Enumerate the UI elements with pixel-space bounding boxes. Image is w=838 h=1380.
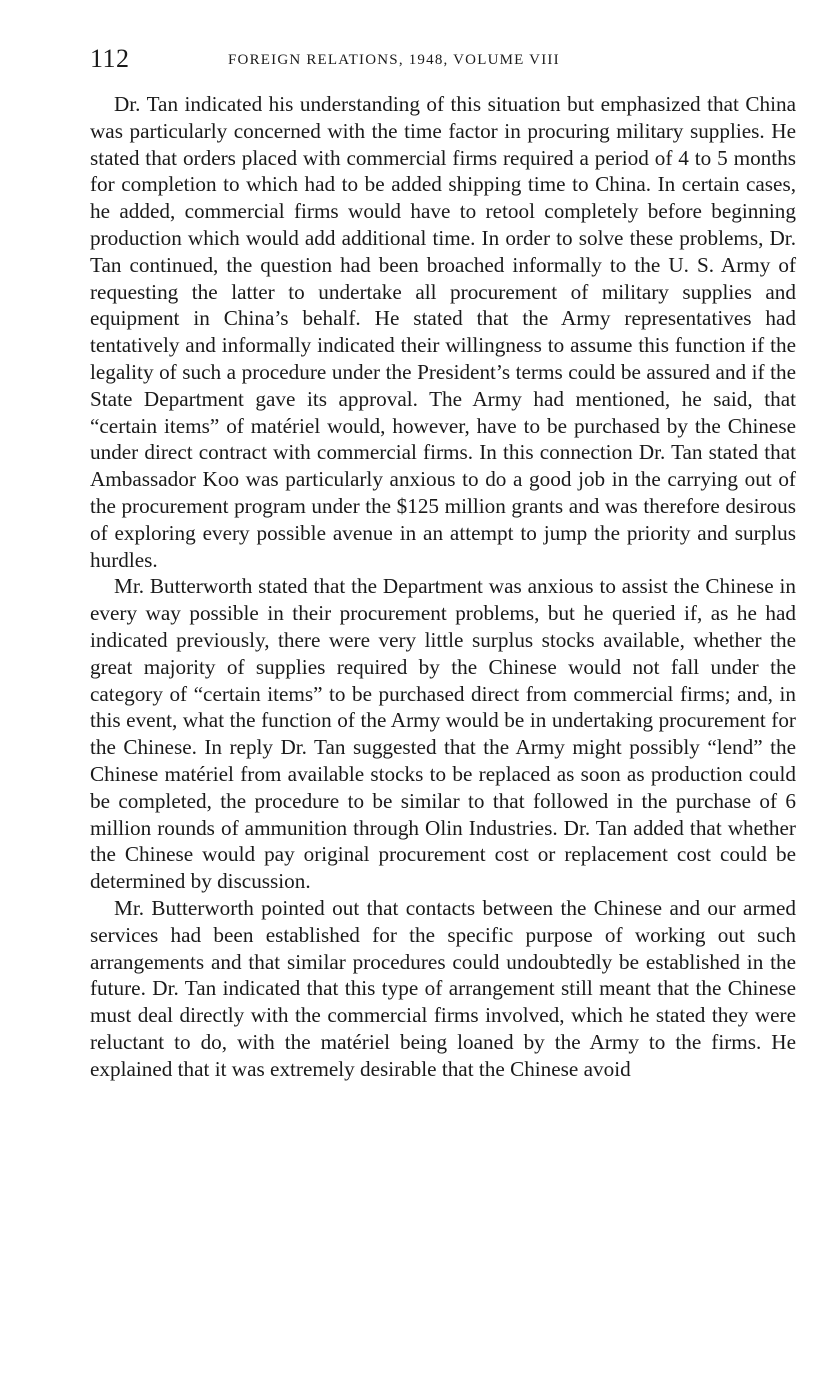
- running-head: [90, 40, 796, 74]
- paragraph-tan-time-factor: Dr. Tan indicated his understanding of this situation but emphasized that China was particularly concerned with the time factor in procuring military supplies. He stated that orders placed with commercial firms required a period of 4 to 5 months for completion to which had to be added shipping time to China. In certain cases, he added, commercial firms would have to retool completely before beginning production which would add additional time. In order to solve these problems, Dr. Tan continued, the question had been broached informally to the U. S. Army of requesting the latter to undertake all procurement of military supplies and equipment in China’s behalf. He stated that the Army representatives had tentatively and informally indicated their willingness to assume this function if the legality of such a procedure under the President’s terms could be assured and if the State Department gave its approval. The Army had mentioned, he said, that “certain items” of matériel would, however, have to be purchased by the Chinese under direct contract with commercial firms. In this connection Dr. Tan stated that Ambassador Koo was particularly anxious to do a good job in the carrying out of the procurement program under the $125 million grants and was therefore desirous of exploring every possible avenue in an attempt to jump the priority and surplus hurdles.: [90, 92, 796, 572]
- running-title: FOREIGN RELATIONS, 1948, VOLUME VIII: [228, 52, 560, 68]
- body-text: [90, 91, 796, 1082]
- paragraph-butterworth-query: Mr. Butterworth stated that the Department was anxious to assist the Chinese in every way possible in their procurement problems, but he queried if, as he had indicated previously, there were very little surplus stocks available, whether the great majority of supplies required by the Chinese would not fall under the category of “certain items” to be purchased direct from commercial firms; and, in this event, what the function of the Army would be in undertaking procurement for the Chinese. In reply Dr. Tan suggested that the Army might possibly “lend” the Chinese matériel from available stocks to be replaced as soon as production could be completed, the procedure to be similar to that followed in the purchase of 6 million rounds of ammunition through Olin Industries. Dr. Tan added that whether the Chinese would pay original procurement cost or replacement cost could be determined by discussion.: [90, 574, 796, 894]
- page-number: 112: [90, 44, 130, 73]
- paragraph-butterworth-contacts: Mr. Butterworth pointed out that contacts between the Chinese and our armed services had been established for the specific purpose of working out such arrangements and that similar procedures could undoubtedly be established in the future. Dr. Tan indicated that this type of arrangement still meant that the Chinese must deal directly with the commercial firms involved, which he stated they were reluctant to do, with the matériel being loaned by the Army to the firms. He explained that it was extremely desirable that the Chinese avoid: [90, 895, 796, 1081]
